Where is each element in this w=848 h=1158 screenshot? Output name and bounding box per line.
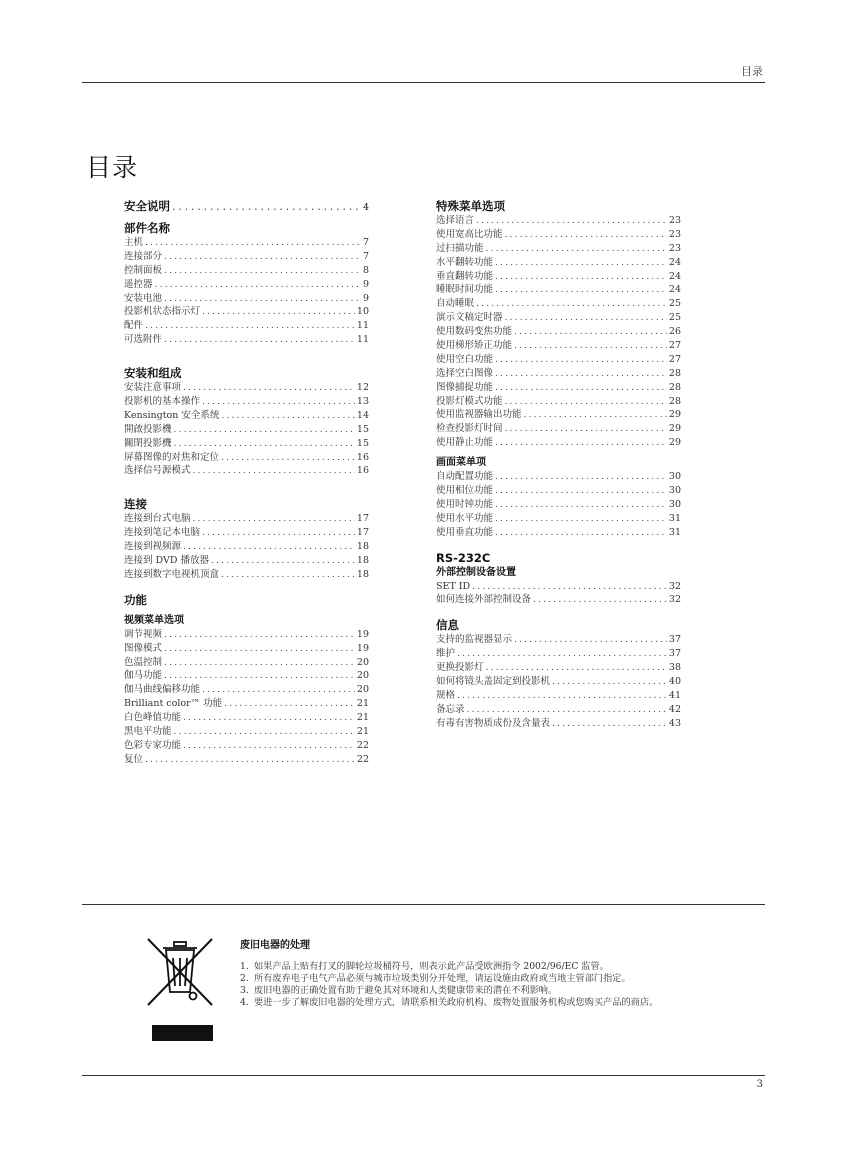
toc-entry[interactable] <box>436 484 681 498</box>
toc-entry[interactable] <box>124 437 369 451</box>
toc-leader-dots <box>224 697 355 711</box>
toc-leader-dots <box>457 647 667 661</box>
toc-leader-dots <box>183 540 355 554</box>
toc-entry[interactable] <box>124 554 369 568</box>
toc-leader-dots <box>202 526 355 540</box>
header-rule <box>82 82 765 83</box>
disposal-item-number: 3. <box>240 985 249 996</box>
toc-entry-label: 可选附件 <box>124 334 163 346</box>
toc-entry-label: 遥控器 <box>124 278 153 290</box>
toc-entry-label: 主机 <box>124 237 144 248</box>
toc-entry[interactable] <box>124 669 369 683</box>
toc-entry-page: 16 <box>356 465 369 477</box>
toc-entry-label: 连接到笔记本电脑 <box>124 527 201 539</box>
toc-leader-dots <box>164 656 355 670</box>
toc-leader-dots <box>495 283 667 297</box>
toc-entry[interactable] <box>124 739 369 753</box>
toc-leader-dots <box>505 228 667 242</box>
toc-leader-dots <box>145 753 355 767</box>
toc-entry-page: 29 <box>668 409 681 421</box>
toc-leader-dots <box>486 661 667 675</box>
toc-entry[interactable] <box>124 628 369 642</box>
page-title: 目录 <box>86 153 139 182</box>
toc-entry-page: 11 <box>356 334 369 346</box>
toc-entry[interactable] <box>124 697 369 711</box>
toc-entry[interactable] <box>436 526 681 540</box>
toc-entry-page: 7 <box>362 237 369 248</box>
toc-entry-page: 18 <box>356 568 369 580</box>
toc-leader-dots <box>164 628 355 642</box>
toc-entry-label: 色彩专家功能 <box>124 739 182 751</box>
toc-entry-label: 配件 <box>124 320 144 332</box>
toc-leader-dots <box>164 264 361 278</box>
toc-entry-page: 16 <box>356 451 369 463</box>
toc-entry[interactable] <box>436 353 681 367</box>
toc-entry[interactable] <box>124 711 369 725</box>
toc-entry-label: 使用数码变焦功能 <box>436 326 513 338</box>
toc-leader-dots <box>495 256 667 270</box>
toc-entry[interactable] <box>124 250 369 264</box>
toc-entry[interactable] <box>124 395 369 409</box>
toc-entry[interactable] <box>436 647 681 661</box>
disposal-list <box>240 961 670 1009</box>
toc-entry-page: 24 <box>668 284 681 296</box>
toc-leader-dots <box>514 339 667 353</box>
toc-entry-label: 图像模式 <box>124 642 163 654</box>
toc-entry-page: 32 <box>668 594 681 606</box>
toc-leader-dots <box>495 436 667 450</box>
toc-entry[interactable] <box>436 675 681 689</box>
toc-entry-page: 10 <box>356 306 369 318</box>
toc-leader-dots <box>552 675 667 689</box>
toc-leader-dots <box>202 395 355 409</box>
toc-entry-label: 安全说明 <box>124 199 170 213</box>
toc-entry[interactable] <box>124 568 369 582</box>
toc-leader-dots <box>514 633 667 647</box>
toc-entry[interactable] <box>124 333 369 347</box>
toc-entry[interactable] <box>436 395 681 409</box>
toc-entry[interactable] <box>436 703 681 717</box>
header-label: 目录 <box>741 65 763 78</box>
toc-leader-dots <box>174 437 355 451</box>
toc-entry-page: 21 <box>356 712 369 724</box>
toc-list-connect <box>124 512 369 581</box>
toc-leader-dots <box>164 669 355 683</box>
toc-entry-page: 27 <box>668 340 681 352</box>
toc-entry-page: 40 <box>668 676 681 688</box>
toc-entry[interactable] <box>436 512 681 526</box>
toc-leader-dots <box>211 554 355 568</box>
toc-leader-dots <box>193 464 355 478</box>
toc-entry-label: 使用宽高比功能 <box>436 228 503 240</box>
toc-entry[interactable] <box>124 305 369 319</box>
toc-entry-page: 11 <box>356 320 369 332</box>
toc-entry-label: 投影机状态指示灯 <box>124 306 201 318</box>
toc-entry-page: 9 <box>362 292 369 304</box>
toc-entry-label: 色温控制 <box>124 656 163 668</box>
toc-entry-label: 连接到数字电视机顶盒 <box>124 568 220 580</box>
toc-entry[interactable] <box>436 498 681 512</box>
toc-entry-page: 41 <box>668 689 681 701</box>
toc-entry-page: 28 <box>668 367 681 379</box>
toc-entry-label: 连接到 DVD 播放器 <box>124 555 209 567</box>
toc-leader-dots <box>495 270 667 284</box>
toc-entry-label: 使用监视器输出功能 <box>436 409 522 421</box>
toc-entry-page: 26 <box>668 326 681 338</box>
toc-entry-page: 13 <box>356 396 369 408</box>
toc-entry-page: 8 <box>362 264 369 276</box>
toc-leader-dots <box>472 580 667 594</box>
toc-list-special <box>436 214 681 450</box>
toc-entry-label: 使用水平功能 <box>436 512 494 524</box>
toc-list-install <box>124 381 369 478</box>
toc-entry-page: 24 <box>668 270 681 282</box>
toc-entry-label: 维护 <box>436 648 456 660</box>
toc-entry[interactable] <box>436 228 681 242</box>
toc-leader-dots <box>174 423 355 437</box>
toc-entry[interactable] <box>124 512 369 526</box>
toc-entry[interactable] <box>436 633 681 647</box>
toc-leader-dots <box>193 512 355 526</box>
toc-entry[interactable] <box>436 470 681 484</box>
toc-leader-dots <box>495 353 667 367</box>
toc-entry[interactable] <box>124 642 369 656</box>
toc-leader-dots <box>183 381 355 395</box>
toc-entry[interactable] <box>436 214 681 228</box>
toc-entry-label: 过扫描功能 <box>436 242 484 254</box>
subsection-title-video-menu: 视频菜单选项 <box>124 614 184 626</box>
toc-entry[interactable] <box>436 367 681 381</box>
toc-list-info <box>436 633 681 730</box>
toc-entry-page: 22 <box>356 739 369 751</box>
toc-entry[interactable] <box>124 725 369 739</box>
toc-entry[interactable] <box>124 753 369 767</box>
toc-entry[interactable] <box>436 580 681 594</box>
toc-entry-label: 如何连接外部控制设备 <box>436 594 532 606</box>
disposal-item-number: 2. <box>240 973 249 984</box>
toc-entry[interactable] <box>124 464 369 478</box>
toc-leader-dots <box>467 703 667 717</box>
toc-entry[interactable] <box>124 381 369 395</box>
toc-leader-dots <box>202 683 355 697</box>
toc-entry[interactable] <box>124 451 369 465</box>
toc-right-column <box>436 198 681 731</box>
toc-entry-page: 43 <box>668 717 681 729</box>
toc-leader-dots <box>476 214 667 228</box>
toc-entry-label: Kensington 安全系统 <box>124 409 220 421</box>
toc-entry-label: 使用静止功能 <box>436 437 494 449</box>
toc-entry-page: 18 <box>356 555 369 567</box>
toc-entry-safety[interactable] <box>124 198 369 214</box>
toc-entry-page: 28 <box>668 381 681 393</box>
toc-entry[interactable] <box>124 423 369 437</box>
toc-entry-label: 如何将镜头盖固定到投影机 <box>436 676 551 688</box>
toc-entry-label: 睡眠时间功能 <box>436 284 494 296</box>
toc-entry-label: 使用梯形矫正功能 <box>436 340 513 352</box>
toc-leader-dots <box>495 498 667 512</box>
disposal-item <box>240 985 670 997</box>
toc-leader-dots <box>524 408 667 422</box>
toc-entry-label: Brilliant color™ 功能 <box>124 698 223 710</box>
toc-entry-label: 伽马功能 <box>124 670 163 682</box>
toc-entry-label: 选择语言 <box>436 215 475 226</box>
section-title-install: 安装和组成 <box>124 366 182 381</box>
disposal-item <box>240 961 670 973</box>
toc-entry-page: 29 <box>668 423 681 435</box>
disposal-item-text: 如果产品上贴有打叉的脚轮垃圾桶符号，则表示此产品受欧洲指令 2002/96/EC 监管。 <box>254 961 609 972</box>
toc-entry-label: 连接到台式电脑 <box>124 513 191 525</box>
toc-entry[interactable] <box>436 325 681 339</box>
footer-top-rule <box>82 904 765 905</box>
toc-entry-page: 15 <box>356 423 369 435</box>
toc-entry-page: 20 <box>356 684 369 696</box>
toc-entry-page: 12 <box>356 382 369 394</box>
toc-leader-dots <box>514 325 667 339</box>
toc-list-picture <box>436 470 681 539</box>
toc-leader-dots <box>164 250 361 264</box>
toc-entry-label: 水平翻转功能 <box>436 256 494 268</box>
toc-entry[interactable] <box>436 689 681 703</box>
toc-entry[interactable] <box>436 436 681 450</box>
toc-entry-page: 27 <box>668 353 681 365</box>
toc-leader-dots <box>495 470 667 484</box>
toc-leader-dots <box>164 292 361 306</box>
disposal-item-text: 废旧电器的正确处置有助于避免其对环境和人类健康带来的潜在不利影响。 <box>254 985 558 996</box>
toc-entry-page: 23 <box>668 242 681 254</box>
toc-entry[interactable] <box>124 264 369 278</box>
toc-entry-page: 19 <box>356 628 369 640</box>
toc-entry-label: 使用空白功能 <box>436 353 494 365</box>
toc-entry-label: 连接部分 <box>124 250 163 262</box>
toc-entry-label: 使用垂直功能 <box>436 526 494 538</box>
toc-entry-label: 開啟投影機 <box>124 423 172 435</box>
toc-leader-dots <box>533 593 667 607</box>
toc-entry[interactable] <box>436 256 681 270</box>
toc-entry[interactable] <box>436 593 681 607</box>
toc-leader-dots <box>552 717 667 731</box>
toc-leader-dots <box>221 568 355 582</box>
toc-entry-label: 支持的监视器显示 <box>436 634 513 646</box>
toc-entry-page: 19 <box>356 642 369 654</box>
toc-entry-page: 42 <box>668 703 681 715</box>
disposal-item-number: 4. <box>240 997 249 1008</box>
toc-entry-label: 调节视频 <box>124 628 163 640</box>
toc-entry[interactable] <box>436 242 681 256</box>
toc-entry[interactable] <box>436 717 681 731</box>
toc-entry-page: 14 <box>356 409 369 421</box>
toc-entry-label: 控制面板 <box>124 264 163 276</box>
toc-entry[interactable] <box>436 283 681 297</box>
toc-entry[interactable] <box>124 683 369 697</box>
toc-entry-label: 演示文稿定时器 <box>436 312 503 324</box>
toc-leader-dots <box>495 484 667 498</box>
toc-entry-label: 选择空白图像 <box>436 367 494 379</box>
disposal-item-number: 1. <box>240 961 249 972</box>
toc-entry-label: SET ID <box>436 580 471 592</box>
toc-entry-page: 15 <box>356 437 369 449</box>
toc-entry-label: 關閉投影機 <box>124 437 172 449</box>
toc-entry-page: 38 <box>668 662 681 674</box>
toc-entry[interactable] <box>124 656 369 670</box>
toc-entry-page: 23 <box>668 228 681 240</box>
toc-entry-label: 更换投影灯 <box>436 662 484 674</box>
toc-list-rs232 <box>436 580 681 608</box>
toc-leader-dots <box>505 311 667 325</box>
toc-entry-label: 安装电池 <box>124 292 163 304</box>
toc-entry-page: 4 <box>362 202 369 213</box>
toc-entry-label: 投影灯模式功能 <box>436 395 503 407</box>
section-title-info: 信息 <box>436 618 459 633</box>
disposal-item <box>240 973 670 985</box>
page-number: 3 <box>756 1079 763 1090</box>
toc-entry-label: 连接到视频源 <box>124 541 182 553</box>
toc-entry-page: 32 <box>668 580 681 592</box>
toc-entry-label: 伽马曲线偏移功能 <box>124 684 201 696</box>
toc-entry-page: 30 <box>668 471 681 483</box>
toc-entry-label: 复位 <box>124 753 144 765</box>
section-title-connect: 连接 <box>124 497 147 512</box>
toc-leader-dots <box>495 367 667 381</box>
toc-entry-page: 30 <box>668 485 681 497</box>
toc-entry-page: 17 <box>356 527 369 539</box>
disposal-notice <box>240 936 670 1009</box>
toc-entry-page: 20 <box>356 670 369 682</box>
toc-leader-dots <box>183 711 355 725</box>
toc-entry-page: 31 <box>668 512 681 524</box>
toc-leader-dots <box>155 278 361 292</box>
toc-leader-dots <box>495 381 667 395</box>
toc-entry-label: 垂直翻转功能 <box>436 270 494 282</box>
toc-leader-dots <box>183 739 355 753</box>
toc-entry-label: 自动配置功能 <box>436 471 494 483</box>
toc-entry-page: 37 <box>668 634 681 646</box>
section-title-parts: 部件名称 <box>124 221 170 235</box>
toc-leader-dots <box>202 305 355 319</box>
disposal-item-text: 所有废弃电子电气产品必须与城市垃圾类别分开处理，请运设施由政府或当地主管部门指定。 <box>254 973 631 984</box>
toc-entry-page: 28 <box>668 395 681 407</box>
section-title-special: 特殊菜单选项 <box>436 199 505 213</box>
footer-bottom-rule <box>82 1075 765 1076</box>
disposal-item <box>240 997 670 1009</box>
toc-entry[interactable] <box>436 270 681 284</box>
toc-entry-label: 安装注意事项 <box>124 382 182 394</box>
toc-entry-page: 25 <box>668 298 681 310</box>
toc-entry-page: 7 <box>362 250 369 262</box>
toc-leader-dots <box>505 422 667 436</box>
disposal-item-text: 要进一步了解废旧电器的处理方式，请联系相关政府机构、废物处置服务机构或您购买产品的商店。 <box>254 997 659 1008</box>
section-title-functions: 功能 <box>124 592 147 607</box>
toc-entry-label: 图像捕捉功能 <box>436 381 494 393</box>
toc-entry-label: 屏幕图像的对焦和定位 <box>124 451 220 463</box>
section-title-picture: 画面菜单项 <box>436 457 486 469</box>
toc-leader-dots <box>164 333 355 347</box>
toc-entry-page: 21 <box>356 726 369 738</box>
toc-leader-dots <box>495 512 667 526</box>
toc-leader-dots <box>486 242 667 256</box>
toc-leader-dots <box>495 526 667 540</box>
toc-entry-label: 自动睡眠 <box>436 298 475 310</box>
toc-entry-page: 23 <box>668 215 681 226</box>
toc-entry-label: 检查投影灯时间 <box>436 423 503 435</box>
toc-entry-label: 规格 <box>436 689 456 701</box>
toc-entry-page: 22 <box>356 753 369 765</box>
toc-entry[interactable] <box>436 422 681 436</box>
toc-leader-dots <box>221 451 355 465</box>
toc-entry[interactable] <box>124 540 369 554</box>
toc-entry-page: 20 <box>356 656 369 668</box>
toc-list-functions <box>124 628 369 767</box>
crossed-bin-icon <box>145 936 215 1008</box>
toc-entry-label: 备忘录 <box>436 703 465 715</box>
toc-leader-dots <box>172 198 361 214</box>
toc-leader-dots <box>145 236 361 250</box>
toc-entry-label: 有毒有害物质成份及含量表 <box>436 717 551 729</box>
toc-entry-page: 31 <box>668 526 681 538</box>
weee-black-bar <box>152 1025 213 1041</box>
toc-entry-page: 25 <box>668 312 681 324</box>
toc-entry-label: 白色峰值功能 <box>124 712 182 724</box>
toc-entry-label: 使用相位功能 <box>436 485 494 497</box>
toc-entry[interactable] <box>124 278 369 292</box>
toc-entry-label: 黑电平功能 <box>124 726 172 738</box>
toc-list-parts <box>124 236 369 347</box>
toc-leader-dots <box>457 689 667 703</box>
toc-entry[interactable] <box>436 408 681 422</box>
toc-entry-label: 选择信号源模式 <box>124 465 191 477</box>
toc-entry[interactable] <box>124 292 369 306</box>
toc-entry[interactable] <box>436 381 681 395</box>
toc-entry[interactable] <box>124 319 369 333</box>
disposal-title: 废旧电器的处理 <box>240 940 310 951</box>
toc-leader-dots <box>174 725 355 739</box>
subsection-title-external-control: 外部控制设备设置 <box>436 566 516 578</box>
toc-entry-page: 30 <box>668 498 681 510</box>
toc-entry-label: 使用时钟功能 <box>436 498 494 510</box>
toc-left-column <box>124 198 369 767</box>
toc-entry[interactable] <box>436 311 681 325</box>
toc-entry-page: 21 <box>356 698 369 710</box>
toc-entry-page: 18 <box>356 541 369 553</box>
toc-entry[interactable] <box>124 236 369 250</box>
toc-entry[interactable] <box>436 339 681 353</box>
toc-leader-dots <box>221 409 355 423</box>
toc-entry[interactable] <box>124 409 369 423</box>
toc-leader-dots <box>145 319 355 333</box>
toc-entry-page: 17 <box>356 513 369 525</box>
toc-leader-dots <box>476 297 667 311</box>
toc-entry[interactable] <box>436 661 681 675</box>
toc-entry-page: 29 <box>668 437 681 449</box>
toc-entry-label: 投影机的基本操作 <box>124 396 201 408</box>
toc-entry-page: 24 <box>668 256 681 268</box>
toc-entry[interactable] <box>124 526 369 540</box>
toc-leader-dots <box>505 395 667 409</box>
toc-entry[interactable] <box>436 297 681 311</box>
toc-entry-page: 37 <box>668 648 681 660</box>
section-title-rs232: RS-232C <box>436 550 491 565</box>
toc-leader-dots <box>164 642 355 656</box>
toc-entry-page: 9 <box>362 278 369 290</box>
